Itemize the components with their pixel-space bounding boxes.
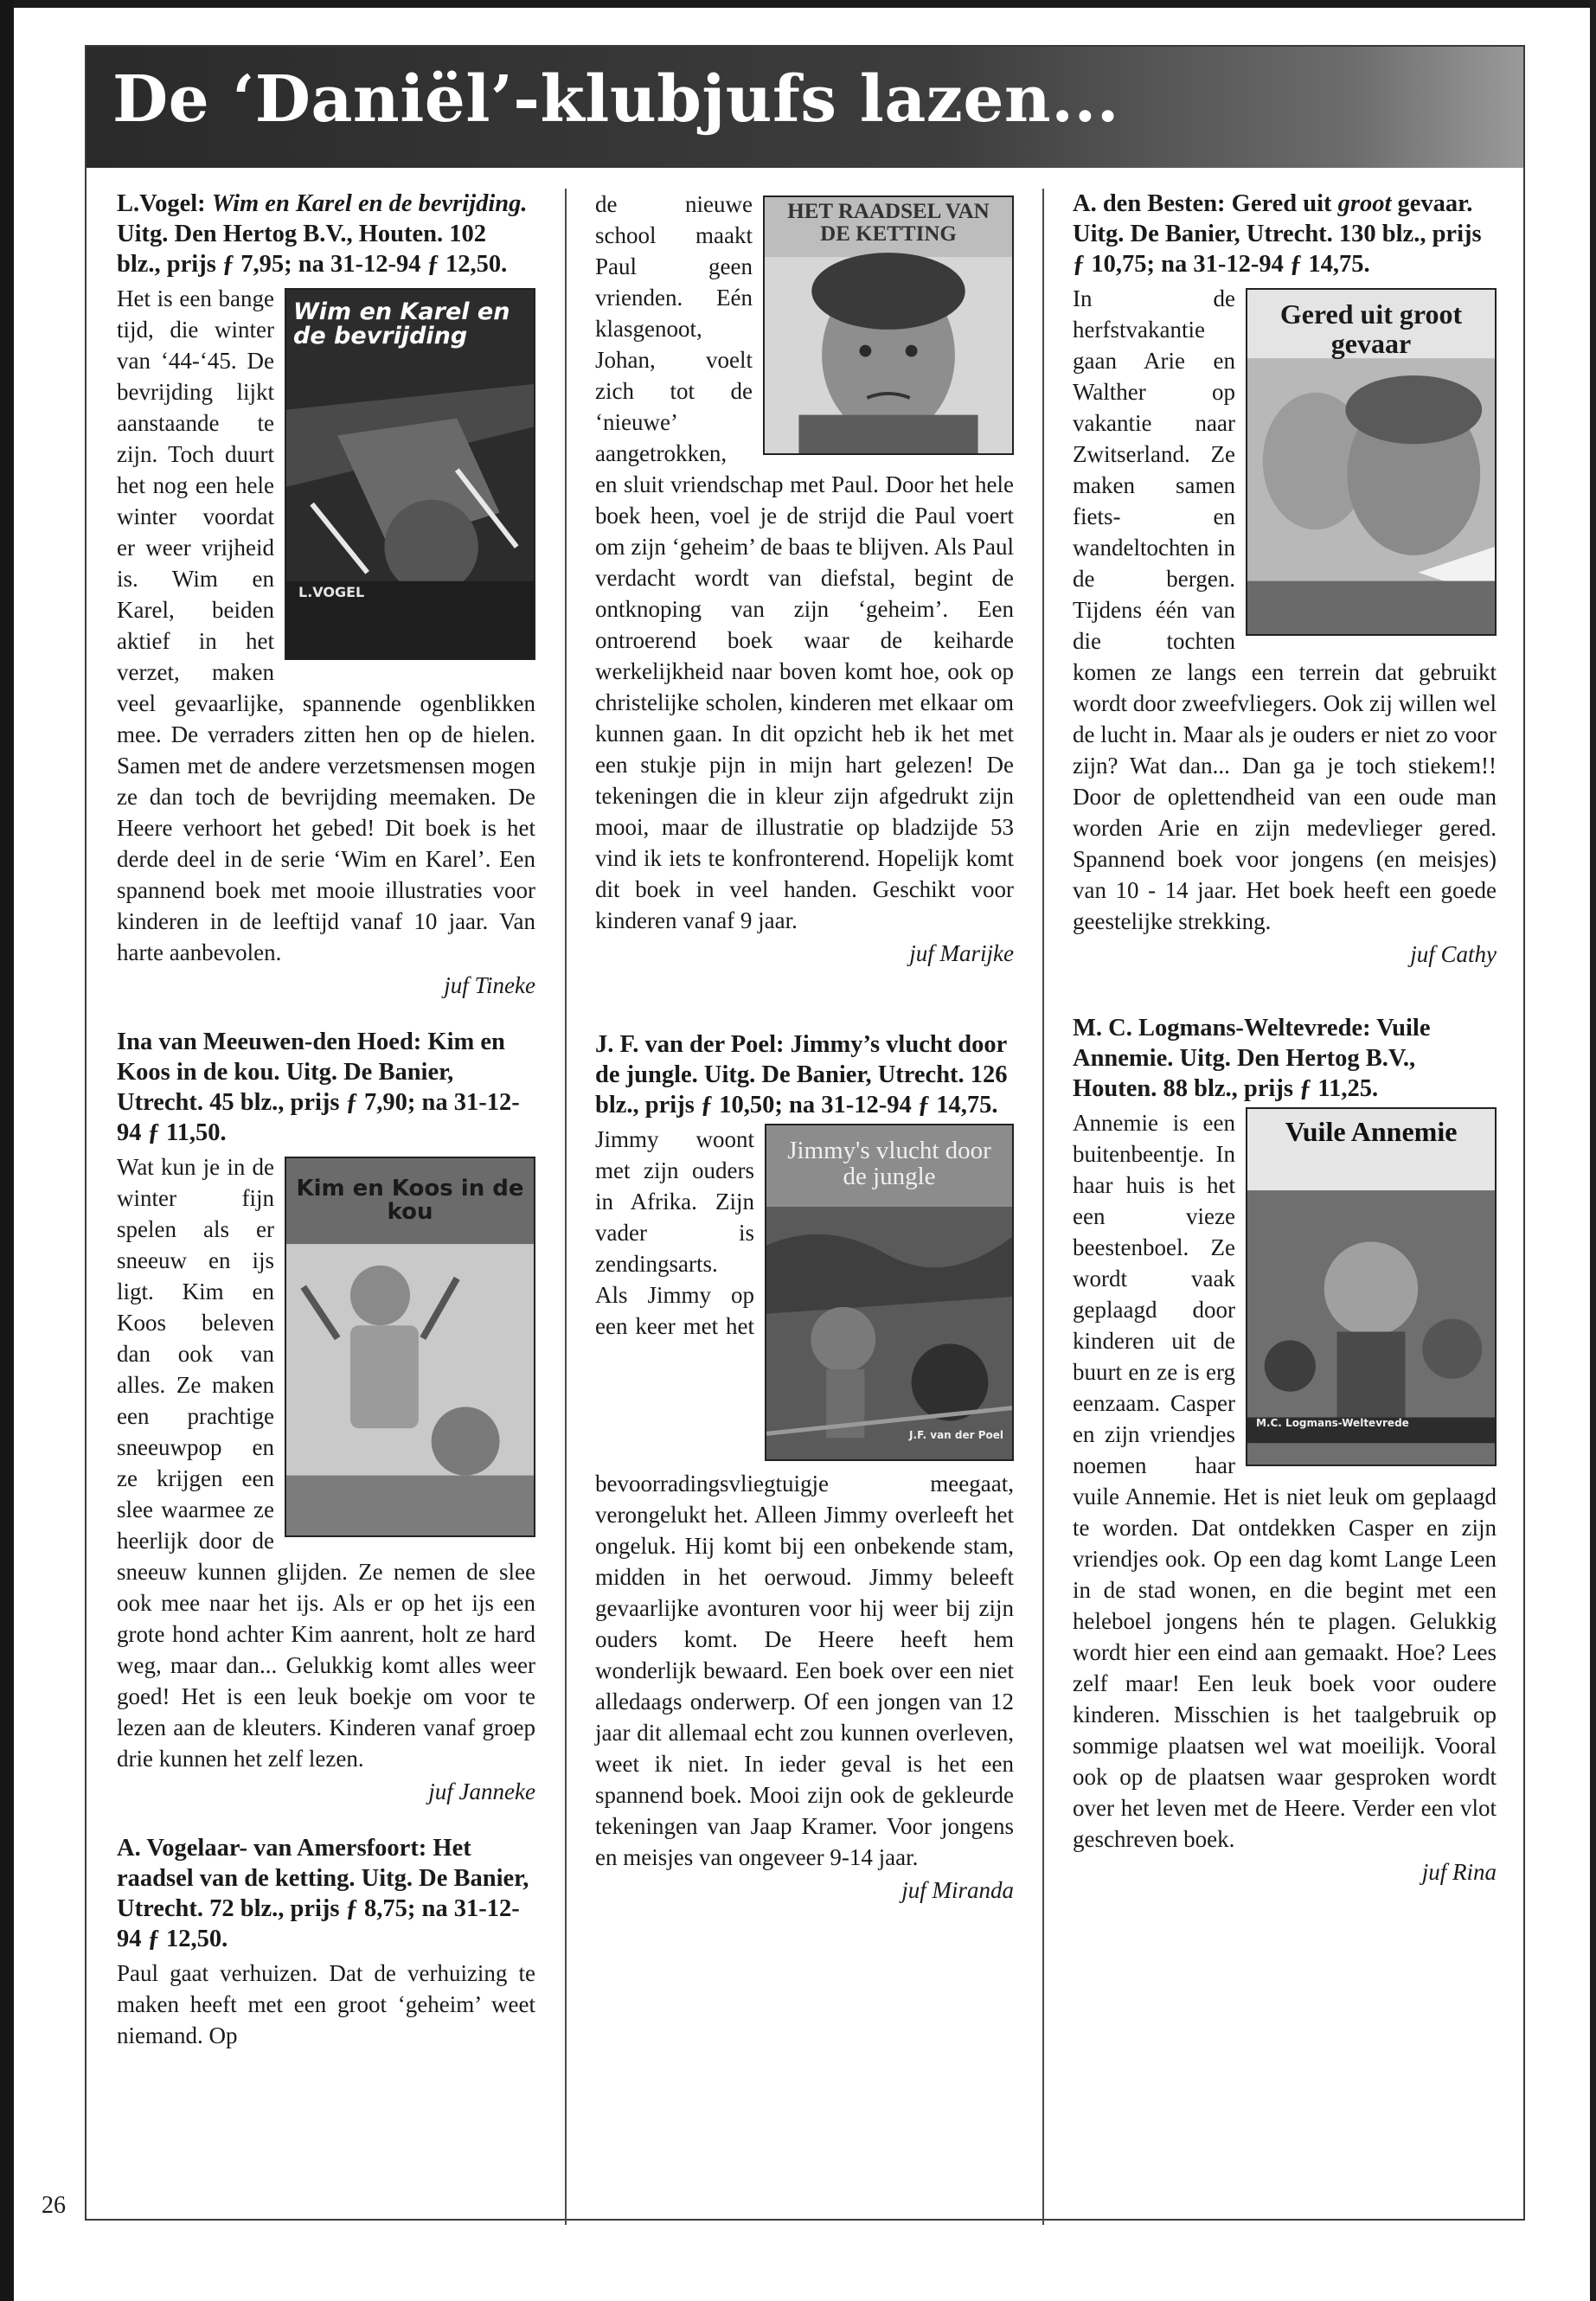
cover-title: Vuile Annemie	[1285, 1116, 1458, 1147]
heading-details: Uitg. De Banier, Utrecht. 130 blz., prijs ƒ 10,75; na 31-12-94 ƒ 14,75.	[1073, 221, 1482, 278]
review-text: de nieuwe school maakt Paul geen vrienden. Eén klasgenoot, Johan, voelt zich tot de ‘nieuwe’ aangetrokken, en sluit vriendschap met Paul. Door het hele boek heen, voel je de strijd die Paul voert om zijn ‘geheim’ de baas te blijven. Als Paul verdacht wordt van diefstal, begint de ontknoping van zijn ‘geheim’. Een ontroerend boek waar de keiharde werkelijkheid naar boven komt hoe, ook op christelijke scholen, kinderen met elkaar om kunnen gaan. In dit opzicht heb ik het met een stukje pijn in mijn hart gelezen! De tekeningen die in kleur zijn afgedrukt zijn mooi, maar de illustratie op bladzijde 53 vind ik iets te konfronterend. Hopelijk komt dit boek in veel handen. Geschikt voor kinderen vanaf 9 jaar.	[595, 191, 1014, 933]
review-text: Annemie is een buitenbeentje. In haar huis is het een vieze beestenboel. Ze wordt vaak geplaagd door kinderen uit de buurt en ze is erg eenzaam. Casper en zijn vriendjes noemen haar vuile Annemie. Het is niet leuk om geplaagd te worden. Dat ontdekken Casper en zijn vriendjes ook. Op een dag komt Lange Leen in de stad wonen, en die begint met een heleboel jongens hén te plagen. Gelukkig wordt hier een eind aan gemaakt. Hoe? Lees zelf maar! Een leuk boek voor oudere kinderen. Misschien is het taalgebruik op sommige plaatsen wel wat moeilijk. Vooral ook op de plaatsen waar gesproken wordt over het leven met de Heere. Verder een vlot geschreven boek.	[1073, 1110, 1497, 1852]
column-middle	[595, 189, 1014, 2225]
heading-author: L.Vogel:	[117, 190, 206, 217]
cover-title: Wim en Karel en de bevrijding	[293, 298, 510, 350]
review-heading: Ina van Meeuwen-den Hoed: Kim en Koos in de kou. Uitg. De Banier, Utrecht. 45 blz., prijs ƒ 7,90; na 31-12-94 ƒ 11,50.	[117, 1029, 520, 1146]
reviewer-signature: juf Tineke	[444, 972, 535, 998]
reviewer-signature: juf Janneke	[428, 1779, 535, 1804]
review-wim-en-karel	[117, 189, 535, 1001]
heading-author: A. den Besten:	[1073, 190, 1226, 217]
heading-title: Wim en Karel en de bevrijding.	[211, 190, 528, 217]
page-number: 26	[42, 2192, 66, 2219]
scan-edge-top	[0, 0, 1596, 8]
cover-author: L.VOGEL	[298, 584, 365, 600]
review-raadsel-ketting	[117, 1833, 535, 2051]
cover-title: Kim en Koos in de kou	[296, 1176, 524, 1226]
reviewer-signature: juf Rina	[1421, 1859, 1497, 1885]
title-banner	[87, 47, 1523, 168]
cover-author: M.C. Logmans-Weltevrede	[1256, 1417, 1409, 1429]
heading-title: Gered uit	[1231, 190, 1332, 217]
book-cover-jimmys-vlucht	[765, 1124, 1014, 1461]
review-kim-en-koos	[117, 1027, 535, 1807]
book-cover-kim-en-koos	[285, 1157, 535, 1537]
review-text: In de herfstvakantie gaan Arie en Walther op vakantie naar Zwitserland. Ze maken samen fiets- en wandeltochten in de bergen. Tijdens één van die tochten komen ze langs een terrein dat gebruikt wordt door zweefvliegers. Ook zij willen wel de lucht in. Maar als je ouders er niet zo voor zijn? Wat dan... Dan ga je toch stiekem!! Door de oplettendheid van een oude man worden Arie en zijn medevlieger gered. Spannend boek voor jongens (en meisjes) van 10 - 14 jaar. Het boek heeft een goede geestelijke strekking.	[1073, 285, 1497, 934]
heading-title: gevaar.	[1397, 190, 1473, 217]
review-heading: J. F. van der Poel: Jimmy’s vlucht door de jungle. Uitg. De Banier, Utrecht. 126 blz., prijs ƒ 10,50; na 31-12-94 ƒ 14,75.	[595, 1031, 1008, 1118]
review-text: Wat kun je in de winter fijn spelen als er sneeuw en ijs ligt. Kim en Koos beleven dan ook van alles. Ze maken een prachtige sneeuwpop en ze krijgen een slee waarmee ze heerlijk door de sneeuw kunnen glijden. Ze nemen de slee ook mee naar het ijs. Als er op het ijs een grote hond achter Kim aanrent, holt ze hard weg, maar dan... Gelukkig komt alles weer goed! Het is een leuk boekje om voor te lezen aan de kleuters. Kinderen vanaf groep drie kunnen het zelf lezen.	[117, 1154, 535, 1772]
reviewer-signature: juf Marijke	[909, 940, 1014, 966]
book-cover-raadsel-ketting	[763, 195, 1014, 455]
reviewer-signature: juf Cathy	[1410, 941, 1497, 967]
book-cover-gered-uit-groot-gevaar	[1246, 288, 1497, 636]
page-title: De ‘Daniël’-klubjufs lazen...	[112, 62, 1119, 137]
review-body	[1073, 1107, 1497, 1888]
column-right	[1073, 189, 1497, 2225]
cover-title: Jimmy's vlucht door de jungle	[787, 1137, 991, 1191]
review-body: Paul gaat verhuizen. Dat de verhuizing te maken heeft met een groot ‘geheim’ weet niemand. Op	[117, 1960, 535, 2048]
review-body	[1073, 283, 1497, 970]
review-body	[117, 283, 535, 1001]
scan-edge-left	[0, 0, 14, 2301]
review-gered-uit-groot-gevaar	[1073, 189, 1497, 970]
cover-title: HET RAADSEL VAN DE KETTING	[787, 200, 990, 247]
column-divider	[565, 189, 567, 2225]
reviewer-signature: juf Miranda	[901, 1877, 1014, 1903]
heading-details: Uitg. Den Hertog B.V., Houten. 102 blz., prijs ƒ 7,95; na 31-12-94 ƒ 12,50.	[117, 221, 508, 278]
review-raadsel-ketting-continued	[595, 189, 1014, 969]
review-jimmys-vlucht	[595, 1029, 1014, 1906]
column-left	[117, 189, 535, 2225]
heading-title-italic: groot	[1337, 190, 1392, 217]
book-cover-vuile-annemie	[1246, 1107, 1497, 1466]
review-body	[117, 1151, 535, 1807]
book-cover-wim-en-karel	[285, 288, 535, 660]
scan-edge-right	[1590, 0, 1596, 2301]
review-heading	[1073, 189, 1497, 279]
review-body	[595, 189, 1014, 969]
review-heading	[117, 189, 535, 279]
cover-author: J.F. van der Poel	[909, 1429, 1003, 1441]
review-body	[595, 1124, 1014, 1906]
review-heading: M. C. Logmans-Weltevrede: Vuile Annemie. Uitg. Den Hertog B.V., Houten. 88 blz., prijs ƒ 11,25.	[1073, 1015, 1431, 1102]
column-divider	[1042, 189, 1044, 2225]
review-vuile-annemie	[1073, 1013, 1497, 1888]
cover-title: Gered uit groot gevaar	[1279, 298, 1463, 359]
review-heading: A. Vogelaar- van Amersfoort: Het raadsel van de ketting. Uitg. De Banier, Utrecht. 72 blz., prijs ƒ 8,75; na 31-12-94 ƒ 12,50.	[117, 1835, 529, 1952]
review-text: Jimmy woont met zijn ouders in Afrika. Zijn vader is zendingsarts. Als Jimmy op een keer met het bevoorradingsvliegtuigje meegaat, verongelukt het. Alleen Jimmy overleeft het ongeluk. Hij komt bij een onbekende stam, midden in het oerwoud. Jimmy beleeft gevaarlijke avonturen voor hij weer bij zijn ouders komt. De Heere heeft hem wonderlijk bewaard. Een boek over een niet alledaags onderwerp. Of een jongen van 12 jaar dit allemaal echt zou kunnen overleven, weet ik niet. In ieder geval is het een spannend boek. Mooi zijn ook de gekleurde tekeningen van Jaap Kramer. Voor jongens en meisjes van ongeveer 9-14 jaar.	[595, 1126, 1014, 1870]
review-text: Het is een bange tijd, die winter van ‘44-‘45. De bevrijding lijkt aanstaande te zijn. Toch duurt het nog een hele winter voordat er weer vrijheid is. Wim en Karel, beiden aktief in het verzet, maken veel gevaarlijke, spannende ogenblikken mee. De verraders zitten hen op de hielen. Samen met de andere verzetsmensen mogen ze dan toch de bevrijding meemaken. De Heere verhoort het gebed! Dit boek is het derde deel in de serie ‘Wim en Karel’. Een spannend boek met mooie illustraties voor kinderen in de leeftijd vanaf 10 jaar. Van harte aanbevolen.	[117, 285, 535, 965]
